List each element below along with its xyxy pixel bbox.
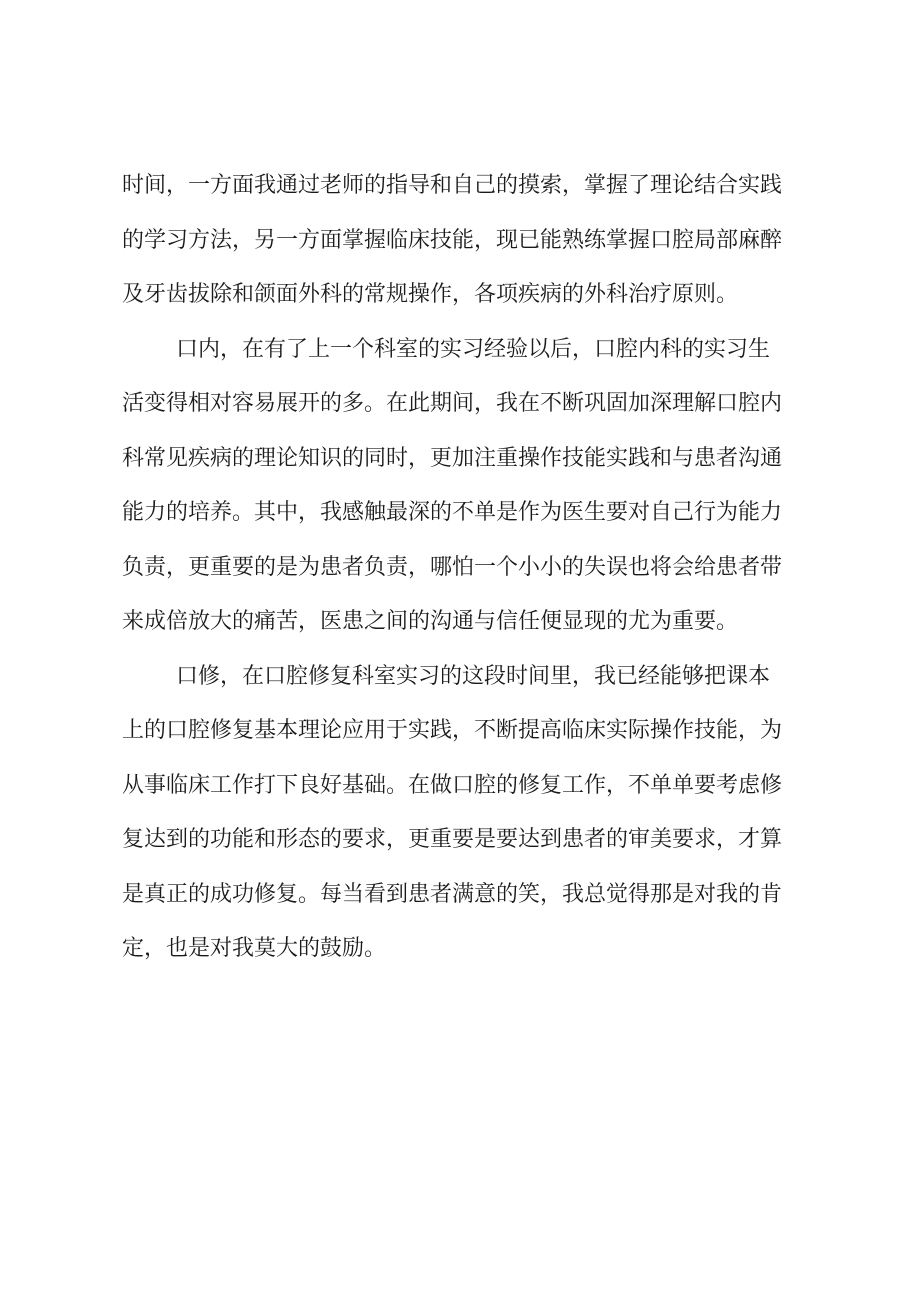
text-line: 定，也是对我莫大的鼓励。 xyxy=(122,936,387,961)
paragraph-internal-medicine xyxy=(122,323,812,650)
text-line: 从事临床工作打下良好基础。在做口腔的修复工作，不单单要考虑修 xyxy=(122,772,783,798)
text-line: 能力的培养。其中，我感触最深的不单是作为医生要对自己行为能力 xyxy=(122,500,783,525)
text-line: 口内，在有了上一个科室的实习经验以后，口腔内科的实习生 xyxy=(176,336,771,362)
text-line: 口修，在口腔修复科室实习的这段时间里，我已经能够把课本 xyxy=(176,663,771,689)
text-line: 来成倍放大的痛苦，医患之间的沟通与信任便显现的尤为重要。 xyxy=(122,609,739,634)
text-line: 上的口腔修复基本理论应用于实践，不断提高临床实际操作技能，为 xyxy=(122,718,783,743)
text-line: 的学习方法，另一方面掌握临床技能，现已能熟练掌握口腔局部麻醉 xyxy=(122,227,783,253)
text-line: 活变得相对容易展开的多。在此期间，我在不断巩固加深理解口腔内 xyxy=(122,391,783,416)
text-line: 是真正的成功修复。每当看到患者满意的笑，我总觉得那是对我的肯 xyxy=(122,881,783,907)
text-line: 科常见疾病的理论知识的同时，更加注重操作技能实践和与患者沟通 xyxy=(122,445,783,471)
text-line: 及牙齿拔除和颌面外科的常规操作，各项疾病的外科治疗原则。 xyxy=(122,282,739,307)
text-line: 负责，更重要的是为患者负责，哪怕一个小小的失误也将会给患者带 xyxy=(122,554,783,580)
paragraph-prosthodontics xyxy=(122,650,812,977)
document-body xyxy=(122,159,812,977)
text-line: 时间，一方面我通过老师的指导和自己的摸索，掌握了理论结合实践 xyxy=(122,173,783,198)
paragraph-surgery-continued xyxy=(122,159,812,323)
text-line: 复达到的功能和形态的要求，更重要是要达到患者的审美要求，才算 xyxy=(122,827,783,852)
